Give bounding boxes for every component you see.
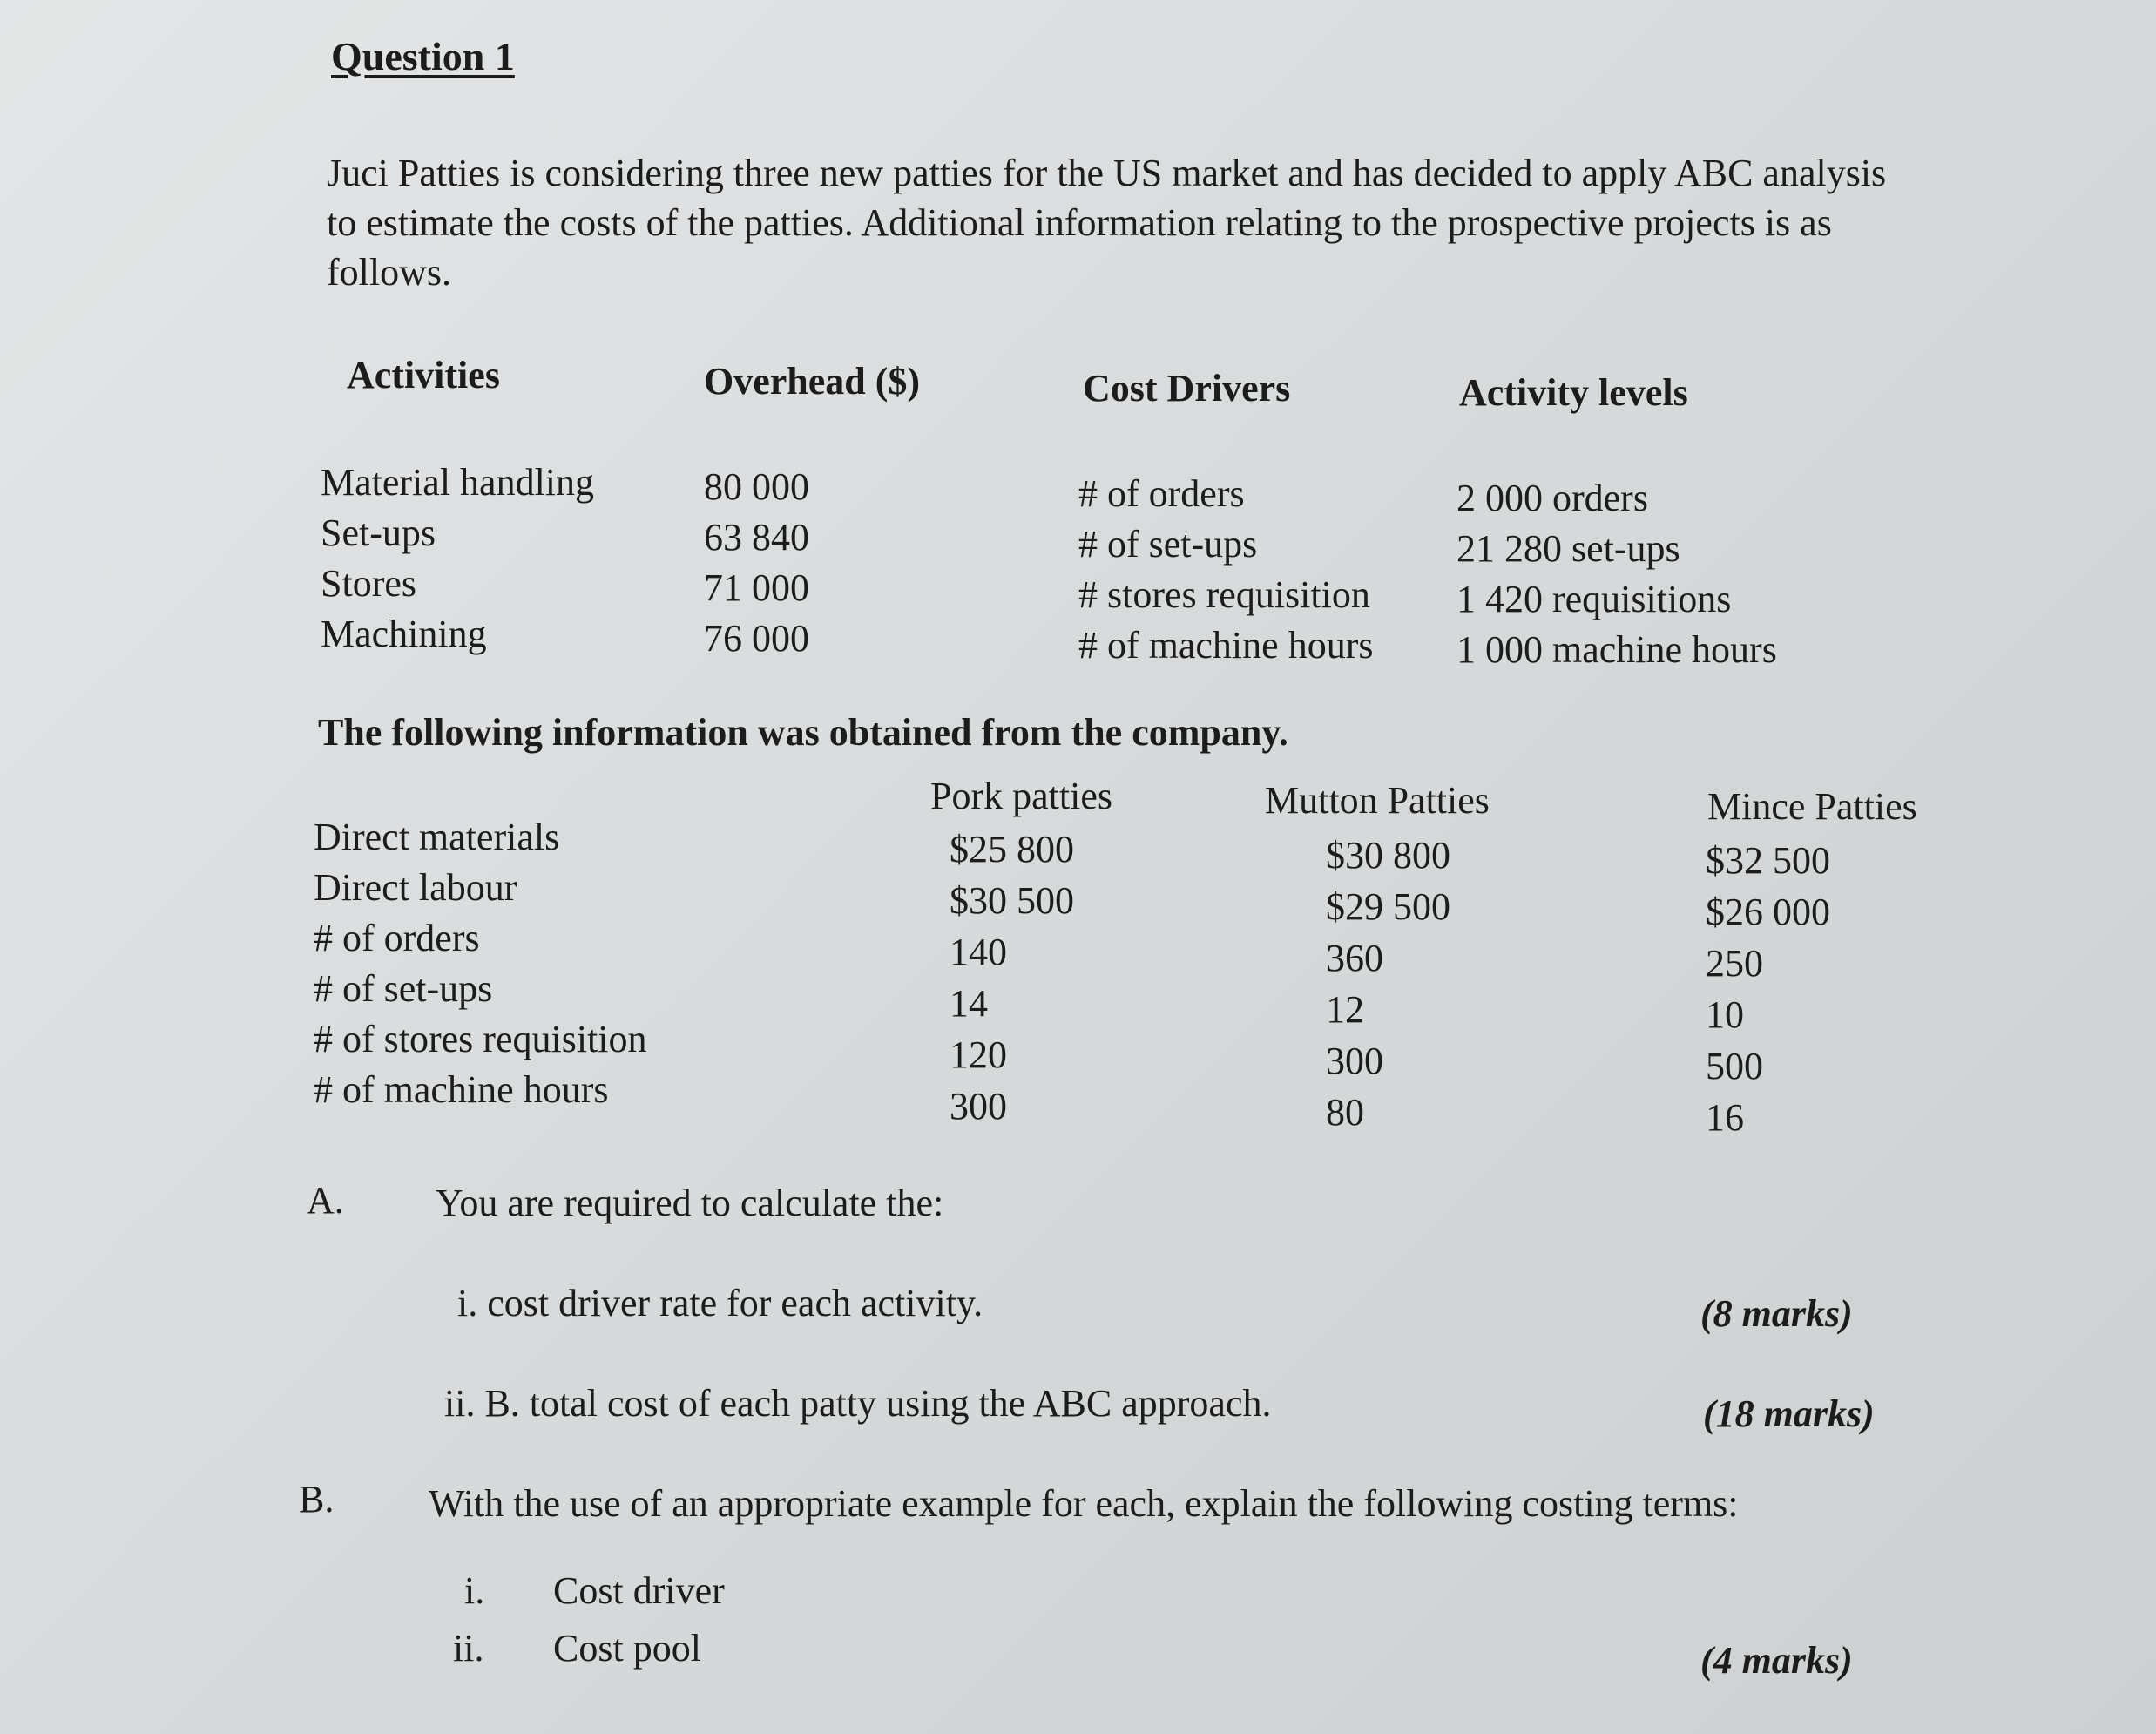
header-cost-drivers: Cost Drivers	[1083, 367, 1291, 410]
part-b-letter: B.	[299, 1478, 335, 1521]
overhead-cell: 80 000	[704, 465, 809, 508]
header-activity-levels: Activity levels	[1459, 371, 1688, 414]
pork-cell: 300	[950, 1085, 1007, 1128]
part-a-text: You are required to calculate the:	[436, 1182, 944, 1224]
mince-cell: 16	[1706, 1096, 1744, 1139]
level-cell: 21 280 set-ups	[1456, 527, 1680, 570]
part-b-item-1-text: Cost driver	[553, 1569, 725, 1612]
driver-cell: # of orders	[1078, 472, 1245, 515]
activity-cell: Machining	[321, 613, 487, 655]
row-label: # of set-ups	[314, 967, 493, 1010]
part-b-item-2-text: Cost pool	[553, 1627, 701, 1670]
pork-cell: 14	[950, 982, 988, 1025]
mutton-cell: 80	[1326, 1091, 1364, 1134]
part-b-item-1-num: i.	[464, 1569, 485, 1612]
mince-cell: 250	[1706, 942, 1763, 985]
header-activities: Activities	[347, 354, 500, 396]
mutton-cell: 300	[1326, 1040, 1383, 1082]
part-a-letter: A.	[307, 1179, 344, 1222]
mince-column	[1706, 835, 1830, 1143]
activity-cell: Set-ups	[321, 511, 436, 554]
mince-cell: 10	[1706, 993, 1744, 1036]
part-a-item-1: i. cost driver rate for each activity.	[457, 1282, 983, 1324]
mince-cell: $26 000	[1706, 891, 1830, 933]
mutton-cell: 360	[1326, 937, 1383, 979]
row-label: # of orders	[314, 917, 480, 959]
overhead-cell: 71 000	[704, 566, 809, 609]
row-label: Direct labour	[314, 866, 517, 909]
header-overhead: Overhead ($)	[704, 360, 921, 403]
mutton-cell: 12	[1326, 988, 1364, 1031]
company-info-title: The following information was obtained from the company.	[318, 711, 1288, 754]
company-label-column	[314, 812, 647, 1115]
row-label: # of machine hours	[314, 1068, 609, 1111]
activity-cell: Material handling	[321, 461, 595, 504]
row-label: Direct materials	[314, 816, 560, 858]
question-title: Question 1	[331, 34, 515, 78]
product-header-pork: Pork patties	[930, 775, 1112, 817]
mutton-cell: $29 500	[1326, 885, 1450, 928]
part-a-item-1-marks: (8 marks)	[1700, 1292, 1853, 1335]
product-header-mince: Mince Patties	[1707, 785, 1917, 828]
pork-column	[950, 823, 1074, 1132]
pork-cell: $30 500	[950, 879, 1074, 922]
mutton-column	[1326, 830, 1450, 1138]
pork-cell: $25 800	[950, 828, 1074, 870]
part-a-item-2-marks: (18 marks)	[1703, 1392, 1875, 1435]
driver-cell: # stores requisition	[1078, 573, 1370, 616]
overhead-column	[704, 462, 809, 664]
mince-cell: 500	[1706, 1045, 1763, 1087]
overhead-cell: 63 840	[704, 516, 809, 559]
level-cell: 1 420 requisitions	[1456, 578, 1732, 620]
part-b-item-2-num: ii.	[453, 1627, 484, 1670]
pork-cell: 140	[950, 931, 1007, 973]
part-b-marks: (4 marks)	[1700, 1639, 1853, 1682]
level-column	[1456, 473, 1777, 675]
driver-cell: # of set-ups	[1078, 523, 1258, 566]
mince-cell: $32 500	[1706, 839, 1830, 882]
row-label: # of stores requisition	[314, 1018, 647, 1060]
product-header-mutton: Mutton Patties	[1265, 779, 1490, 822]
mutton-cell: $30 800	[1326, 834, 1450, 877]
level-cell: 2 000 orders	[1456, 477, 1648, 519]
intro-paragraph: Juci Patties is considering three new patties for the US market and has decided to apply ABC analysis to estimate the costs of the patties. Additional information relating to the prospective projects is as follows.	[327, 152, 1887, 294]
activity-column	[321, 457, 594, 660]
level-cell: 1 000 machine hours	[1456, 628, 1777, 671]
overhead-cell: 76 000	[704, 617, 809, 660]
driver-cell: # of machine hours	[1078, 624, 1374, 667]
driver-column	[1078, 469, 1373, 671]
pork-cell: 120	[950, 1033, 1007, 1076]
part-a-item-2: ii. B. total cost of each patty using the ABC approach.	[444, 1382, 1272, 1425]
part-b-text: With the use of an appropriate example for each, explain the following costing terms:	[429, 1482, 1739, 1525]
activity-cell: Stores	[321, 562, 416, 605]
